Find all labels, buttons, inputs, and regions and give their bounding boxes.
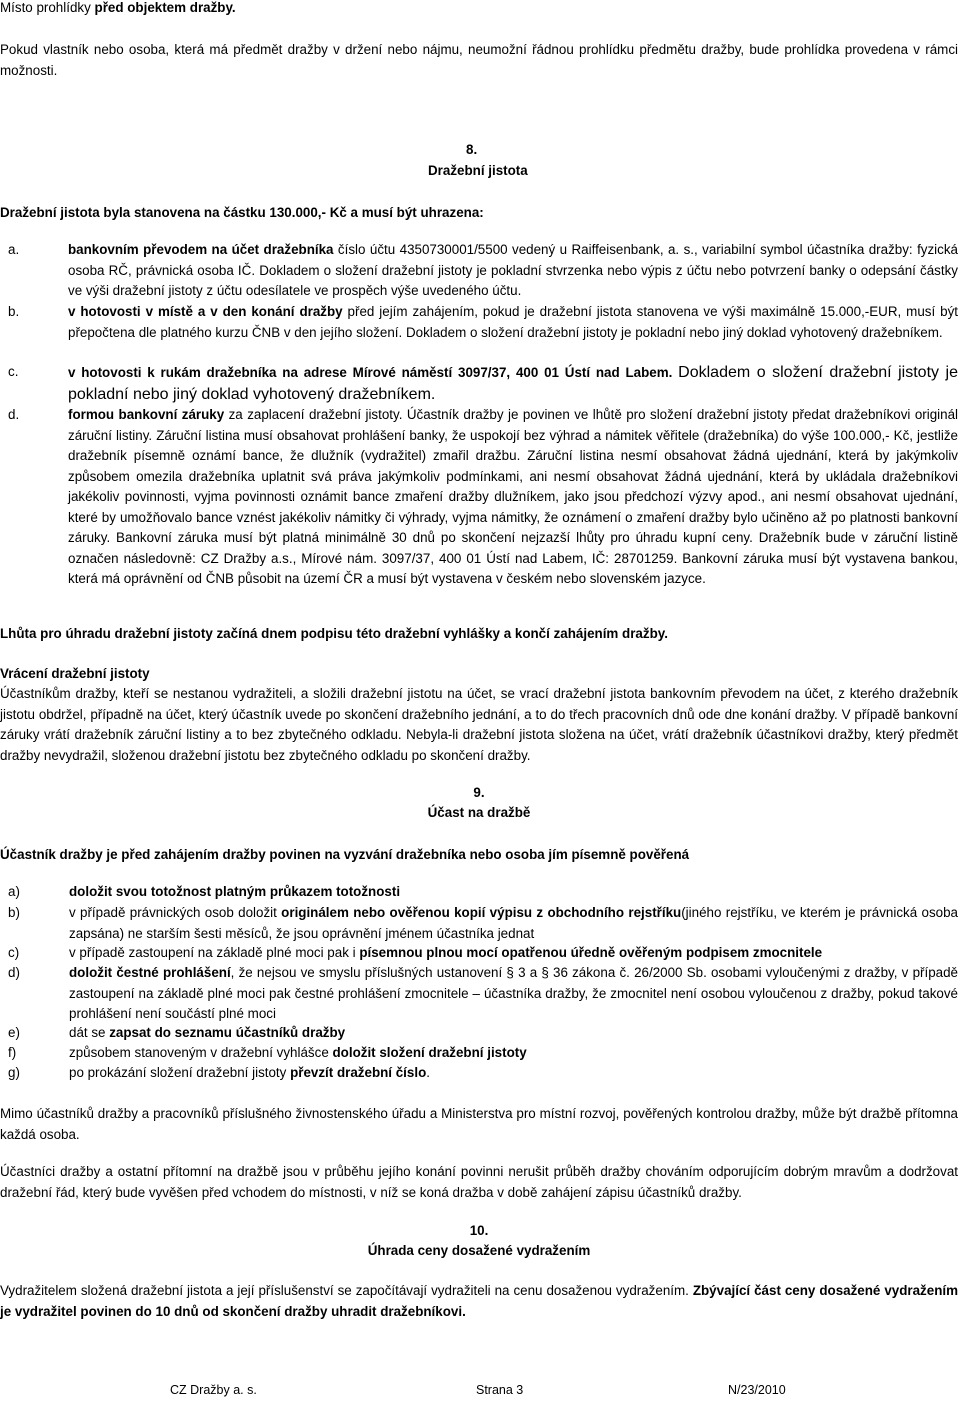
item-text-2: , že nejsou ve smyslu příslušných ustanovení § 3 a § 36 zákona č. 26/2000 Sb. osobami vyloučenými z dražby, v případě zastoupení na základě plné moci pak čestné prohlášení zmocnitele – účastníka dražby, že zmocnitel není osobou vyloučenou z dražby, pokud takové prohlášení není součástí plné moci	[69, 965, 958, 1021]
item-marker: g)	[8, 1065, 20, 1080]
item-text: před jejím zahájením, pokud je dražební jistota stanovena ve výši maximálně 15.000,-EUR, musí být přepočtena dle platného kurzu ČNB v den jejího složení. Dokladem o složení dražební jistoty je pokladní nebo jiný doklad vyhotovený dražebníkem.	[68, 304, 958, 340]
tour-detail-paragraph: Pokud vlastník nebo osoba, která má předmět dražby v držení nebo nájmu, neumožní řádnou prohlídku předmětu dražby, bude prohlídka provedena v rámci možnosti.	[0, 42, 958, 78]
payment-paragraph	[0, 1281, 958, 1322]
deposit-item-b	[0, 302, 958, 343]
item-marker: c.	[8, 364, 19, 379]
item-bold: doložit svou totožnost platným průkazem totožnosti	[69, 884, 401, 899]
item-bold: v hotovosti k rukám dražebníka na adrese Mírové náměstí 3097/37, 400 01 Ústí nad Labem.	[68, 365, 673, 380]
deposit-deadline: Lhůta pro úhradu dražební jistoty začíná dnem podpisu této dražební vyhlášky a končí zahájením dražby.	[0, 626, 668, 641]
item-text: za zaplacení dražební jistoty. Účastník dražby je povinen ve lhůtě pro složení dražební jistoty předat dražebníkovi originál záruční listiny. Záruční listina musí obsahovat prohlášení banky, že uspokojí bez výhrad a námitek věřitele (dražebníka) do výše 100.000,- Kč, jestliže dražebník písemně oznámí bance, že dlužník (vydražitel) zmařil dražbu. Záruční listina nesmí obsahovat žádná ujednání, která by jakýmkoliv způsobem omezila dražebníka uplatnit svá práva jakýmkoliv podmínkami, ani nesmí obsahovat žádná ujednání, která by ukládala dražebníkovi jakékoliv povinnosti, vyjma povinnosti oznámit bance zmaření dražby dlužníkem, jako jsou předchozí výzvy apod., ani nesmí obsahovat ujednání, které by umožňovalo bance vznést jakékoliv námitky či výhrady, vyjma námitky, že oznámení o zmaření dražby bylo učiněno až po platnosti bankovní záruky. Bankovní záruka musí být platná minimálně 30 dnů po skončení nejzazší lhůty pro úhradu kupní ceny. Dražebník bude v záruční listině označen následovně: CZ Dražby a.s., Mírové nám. 3097/37, 400 01 Ústí nad Labem, IČ: 28701259. Bankovní záruka musí být vystavena bankou, která má oprávnění od ČNB působit na území ČR a musí být vystavena v českém nebo slovenském jazyce.	[68, 407, 958, 586]
item-marker: b)	[8, 905, 20, 920]
item-text: v případě zastoupení na základě plné moci pak i	[69, 945, 360, 960]
item-marker: d.	[8, 407, 20, 422]
item-text-2: (jiného rejstříku, ve kterém je právnická osoba zapsána) ne starším šesti měsíců, že jsou oprávnění jménem účastníka jednat	[69, 905, 958, 941]
deposit-item-c	[0, 362, 958, 406]
deposit-intro: Dražební jistota byla stanovena na částku 130.000,- Kč a musí být uhrazena:	[0, 205, 484, 220]
item-bold: bankovním převodem na účet dražebníka	[68, 242, 334, 257]
tour-paragraph	[0, 0, 958, 19]
participation-item-g	[0, 1063, 958, 1084]
payment-bold: Zbývající část ceny dosažené vydražením je vydražitel povinen do 10 dnů od skončení dražby uhradit dražebníkovi.	[0, 1283, 958, 1319]
item-marker: c)	[8, 945, 20, 960]
footer-page: Strana 3	[476, 1383, 524, 1397]
item-bold: originálem nebo ověřenou kopií výpisu z obchodního rejstříku	[281, 905, 682, 920]
item-bold: v hotovosti v místě a v den konání dražby	[68, 304, 343, 319]
participation-item-b	[0, 903, 958, 944]
payment-text: Vydražitelem složená dražební jistota a její příslušenství se započítávají vydražiteli na cenu dosaženou vydražením.	[0, 1283, 693, 1298]
item-bold: zapsat do seznamu účastníků dražby	[109, 1025, 346, 1040]
item-bold: formou bankovní záruky	[68, 407, 225, 422]
section-10-title: Úhrada ceny dosažené vydražením	[367, 1243, 591, 1258]
item-marker: e)	[8, 1025, 20, 1040]
item-bold: písemnou plnou mocí opatřenou úředně ověřeným podpisem zmocnitele	[359, 945, 823, 960]
item-text-2: Dokladem o složení dražební jistoty je pokladní stvrzenka nebo výpis z účtu nebo potvrzení banky o odepsání částky ve výši dražební jistoty z účtu odesílatele ve prospěch výše uvedeného účtu.	[68, 262, 958, 298]
deposit-item-d	[0, 405, 958, 590]
tour-bold: před objektem dražby.	[94, 0, 236, 15]
item-bold: doložit složení dražební jistoty	[332, 1045, 527, 1060]
item-text-2: .	[426, 1065, 430, 1080]
refund-title: Vrácení dražební jistoty	[0, 666, 150, 681]
presence-paragraph: Mimo účastníků dražby a pracovníků příslušného živnostenského úřadu a Ministerstva pro místní rozvoj, pověřených kontrolou dražby, může být dražbě přítomna každá osoba.	[0, 1106, 958, 1142]
item-text: Dokladem o složení dražební jistoty je pokladní nebo jiný doklad vyhotovený dražebníkem.	[68, 364, 959, 403]
participation-item-c	[0, 943, 958, 964]
conduct-paragraph: Účastníci dražby a ostatní přítomní na dražbě jsou v průběhu jejího konání povinni nerušit průběh dražby chováním odporujícím dobrým mravům a dodržovat dražební řád, který bude vyvěšen před vchodem do místnosti, v níž se koná dražba v době zahájení zápisu účastníků dražby.	[0, 1164, 958, 1200]
participation-item-f	[0, 1043, 958, 1064]
item-text: způsobem stanoveným v dražební vyhlášce	[69, 1045, 333, 1060]
section-8-number: 8.	[466, 142, 478, 157]
section-8-title: Dražební jistota	[428, 163, 528, 178]
deposit-item-a	[0, 240, 958, 302]
item-bold: převzít dražební číslo	[290, 1065, 427, 1080]
item-text: číslo účtu 4350730001/5500 vedený u Raiffeisenbank, a. s., variabilní symbol účastníka dražby: fyzická osoba RČ, právnická osoba IČ.	[68, 242, 958, 278]
item-marker: f)	[8, 1045, 17, 1060]
item-text: v případě právnických osob doložit	[69, 905, 282, 920]
tour-text: Místo prohlídky	[0, 0, 95, 15]
item-marker: a)	[8, 884, 20, 899]
section-9-number: 9.	[473, 785, 485, 800]
item-text: dát se	[69, 1025, 110, 1040]
section-9-title: Účast na dražbě	[427, 805, 531, 820]
item-marker: a.	[8, 242, 20, 257]
item-marker: b.	[8, 304, 20, 319]
refund-text: Účastníkům dražby, kteří se nestanou vydražiteli, a složili dražební jistotu na účet, se vrací dražební jistota bankovním převodem na účet, z kterého dražebník jistotu obdržel, případně na účet, který účastník uvede po skončení dražebního jednání, a to do třech pracovních dnů ode dne konání dražby. V případě bankovní záruky vrátí dražebník záruční listiny a to bez zbytečného odkladu. Nebyla-li dražební jistota složena na účet, vrátí dražebník účastníkovi dražby, který předmět dražby nevydražil, složenou dražební jistotu bez zbytečného odkladu po skončení dražby.	[0, 686, 958, 763]
participation-intro: Účastník dražby je před zahájením dražby povinen na vyzvání dražebníka nebo osoba jím písemně pověřená	[0, 847, 690, 862]
item-bold: doložit čestné prohlášení	[69, 965, 231, 980]
item-text: po prokázání složení dražební jistoty	[69, 1065, 291, 1080]
participation-item-d	[0, 963, 958, 1025]
footer-ref: N/23/2010	[728, 1383, 786, 1397]
participation-item-e	[0, 1023, 958, 1044]
section-10-number: 10.	[469, 1223, 489, 1238]
footer-company: CZ Dražby a. s.	[170, 1383, 257, 1397]
participation-item-a	[0, 882, 958, 903]
item-marker: d)	[8, 965, 20, 980]
